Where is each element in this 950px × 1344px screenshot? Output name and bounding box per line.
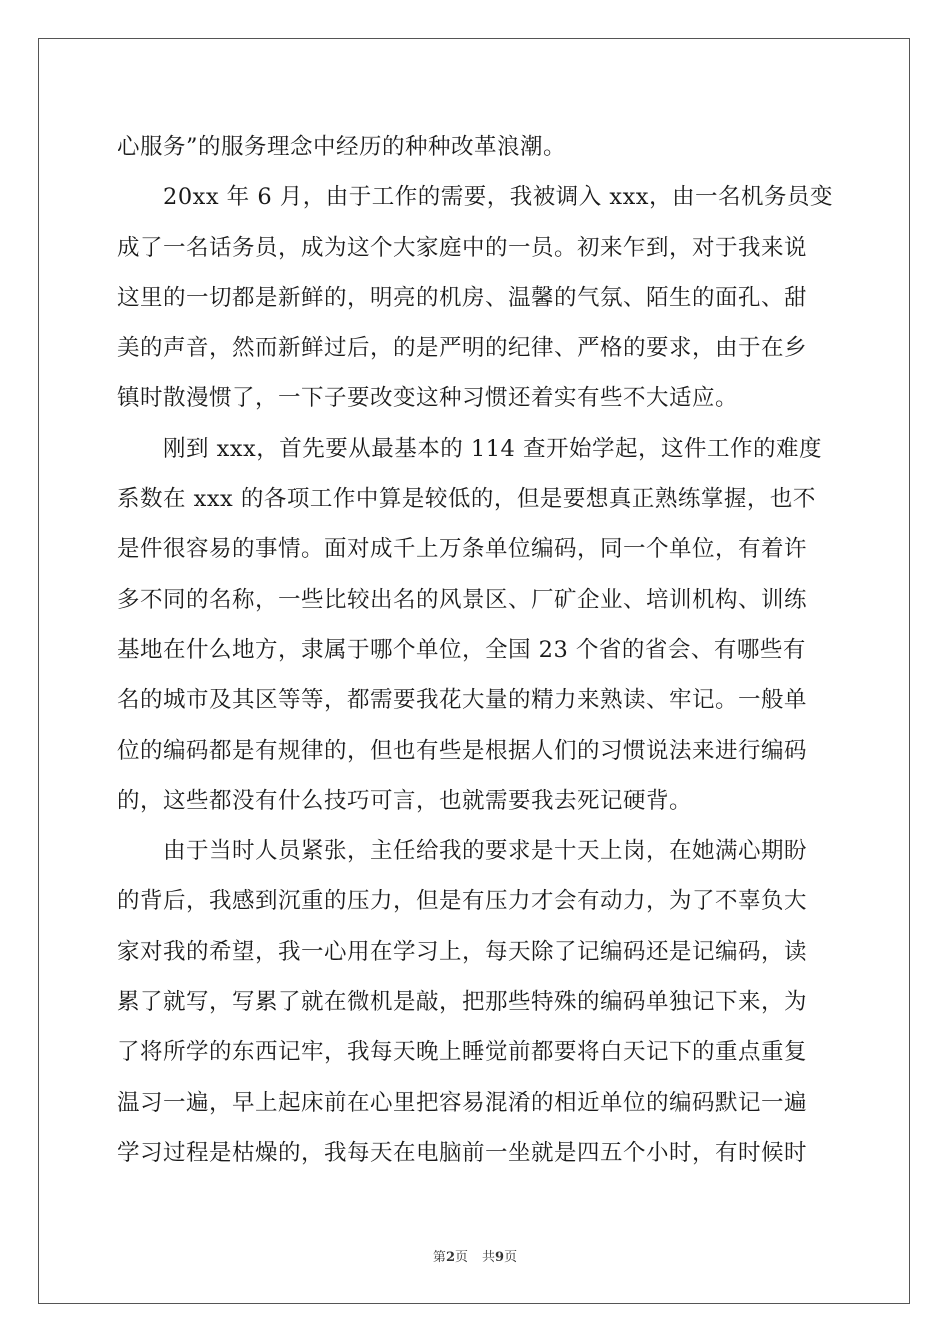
page-suffix: 页: [454, 1250, 468, 1265]
text-line: 基地在什么地方，隶属于哪个单位，全国 23 个省的省会、有哪些有: [117, 636, 806, 663]
total-suffix: 页: [504, 1250, 518, 1265]
text-line: 是件很容易的事情。面对成千上万条单位编码，同一个单位，有着许: [117, 536, 808, 563]
text-line: 的背后，我感到沉重的压力，但是有压力才会有动力，为了不辜负大: [117, 888, 808, 915]
text-line: 多不同的名称，一些比较出名的风景区、厂矿企业、培训机构、训练: [117, 586, 808, 613]
text-line: 名的城市及其区等等，都需要我花大量的精力来熟读、牢记。一般单: [117, 687, 808, 714]
text-line: 刚到 xxx，首先要从最基本的 114 查开始学起，这件工作的难度: [163, 435, 822, 462]
text-line: 温习一遍，早上起床前在心里把容易混淆的相近单位的编码默记一遍: [117, 1089, 808, 1116]
document-body: [117, 122, 837, 1178]
text-line: 心服务”的服务理念中经历的种种改革浪潮。: [117, 134, 567, 160]
total-prefix: 共: [482, 1250, 496, 1265]
text-line: 20xx 年 6 月，由于工作的需要，我被调入 xxx，由一名机务员变: [163, 184, 834, 211]
page-number: 2: [445, 1250, 455, 1265]
text-line: 系数在 xxx 的各项工作中算是较低的，但是要想真正熟练掌握，也不: [117, 486, 816, 513]
text-line: 的，这些都没有什么技巧可言，也就需要我去死记硬背。: [117, 787, 693, 814]
text-line: 成了一名话务员，成为这个大家庭中的一员。初来乍到，对于我来说: [117, 234, 808, 261]
text-line: 学习过程是枯燥的，我每天在电脑前一坐就是四五个小时，有时候时: [117, 1139, 808, 1166]
text-line: 美的声音，然而新鲜过后，的是严明的纪律、严格的要求，由于在乡: [117, 335, 808, 362]
text-line: 位的编码都是有规律的，但也有些是根据人们的习惯说法来进行编码: [117, 737, 808, 764]
text-line: 家对我的希望，我一心用在学习上，每天除了记编码还是记编码，读: [117, 938, 808, 965]
text-line: 由于当时人员紧张，主任给我的要求是十天上岗，在她满心期盼: [163, 838, 808, 865]
text-line: 累了就写，写累了就在微机是敲，把那些特殊的编码单独记下来，为: [117, 989, 808, 1016]
text-line: 这里的一切都是新鲜的，明亮的机房、温馨的气氛、陌生的面孔、甜: [117, 284, 808, 311]
page-prefix: 第: [432, 1250, 446, 1265]
text-line: 了将所学的东西记牢，我每天晚上睡觉前都要将白天记下的重点重复: [117, 1039, 808, 1066]
page-footer: [0, 1246, 950, 1265]
text-line: 镇时散漫惯了，一下子要改变这种习惯还着实有些不大适应。: [117, 385, 739, 412]
total-pages: 9: [495, 1250, 505, 1265]
